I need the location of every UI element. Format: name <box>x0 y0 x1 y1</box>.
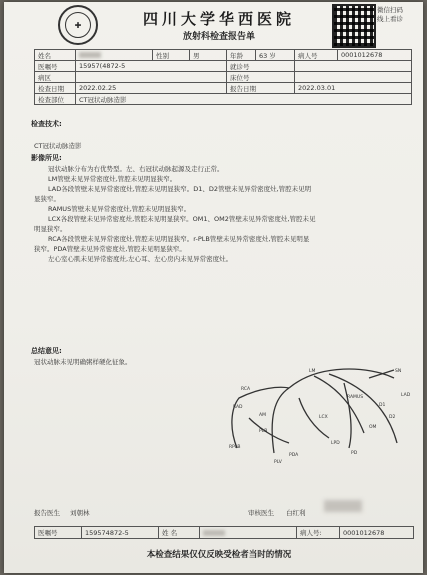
diagram-label: RAMUS <box>347 395 364 400</box>
name-value <box>76 50 153 61</box>
clinic-no-value <box>295 61 412 72</box>
diagram-label: PLV <box>274 460 282 465</box>
hospital-logo <box>58 5 98 45</box>
exam-part-label: 检查部位 <box>35 94 76 105</box>
sex-value: 男 <box>190 50 227 61</box>
diagram-label: RCA <box>241 387 251 392</box>
reviewer-name: 白红利 <box>286 509 306 517</box>
footer-patient-no-value: 0001012678 <box>340 527 414 539</box>
patient-no-value: 0001012678 <box>338 50 412 61</box>
diagram-vessel <box>314 376 364 433</box>
diagram-label: AM <box>259 413 266 418</box>
diagram-label: D2 <box>389 415 396 420</box>
age-value: 63 岁 <box>256 50 295 61</box>
diagram-vessel <box>329 374 397 443</box>
exam-part-value: CT冠状动脉造影 <box>76 94 412 105</box>
reviewer-label: 审核医生 <box>248 509 274 517</box>
diagram-label: SN <box>395 369 402 374</box>
findings-line: 左心室心肌未见异常密度灶,左心耳、左心房内未见异常密度灶。 <box>48 255 233 263</box>
diagram-label: LAD <box>401 393 411 398</box>
patient-info-table <box>34 49 412 105</box>
findings-line: LAD各段管壁未见异常密度灶,管腔未见明显狭窄。D1、D2管壁未见异常密度灶,管腔未见明 <box>48 185 312 193</box>
diagram-label: D1 <box>379 403 386 408</box>
diagram-vessel <box>249 418 289 443</box>
report-title: 放射科检查报告单 <box>182 32 255 42</box>
diagram-vessel <box>272 388 289 453</box>
conclusion-value: 冠状动脉未见明确粥样硬化征象。 <box>34 358 132 366</box>
bed-value <box>295 72 412 83</box>
diagram-label: LPD <box>331 441 340 446</box>
findings-heading: 影像所见: <box>31 154 62 162</box>
age-label: 年龄 <box>227 50 256 61</box>
report-paper <box>4 2 423 573</box>
diagram-label: LCX <box>319 415 328 420</box>
exam-date-label: 检查日期 <box>35 83 76 94</box>
findings-line: 明显狭窄。 <box>34 225 67 233</box>
findings-text <box>34 164 399 264</box>
footer-name-label: 姓 名 <box>159 527 200 539</box>
report-date-value: 2022.03.01 <box>295 83 412 94</box>
findings-line: RAMUS管壁未见异常密度灶,管腔未见明显狭窄。 <box>48 205 191 213</box>
diagram-vessel <box>344 383 351 448</box>
ward-label: 病区 <box>35 72 76 83</box>
report-date-label: 报告日期 <box>227 83 295 94</box>
findings-line: 冠状动脉分布为右优势型。左、右冠状动脉起源及走行正常。 <box>48 165 224 173</box>
findings-line: LCX各段管壁未见异常密度灶,管腔未见明显狭窄。OM1、OM2管壁未见异常密度灶,管腔未见 <box>48 215 316 223</box>
qr-note: 微信扫码 线上看诊 <box>377 6 403 23</box>
name-label: 姓名 <box>35 50 76 61</box>
diagram-label: RPLB <box>229 445 241 450</box>
footer-name-value <box>200 527 297 539</box>
conclusion-heading: 总结意见: <box>31 347 62 355</box>
hospital-name: 四川大学华西医院 <box>142 10 295 28</box>
technique-heading: 检查技术: <box>31 120 62 128</box>
bed-label: 床位号 <box>227 72 295 83</box>
footer-order-no-value: 159574872-5 <box>82 527 159 539</box>
ward-value <box>76 72 227 83</box>
reporter-label: 报告医生 <box>34 509 60 517</box>
clinic-no-label: 就诊号 <box>227 61 295 72</box>
signature-stamp <box>324 500 362 512</box>
footer-order-no-label: 医嘱号 <box>35 527 82 539</box>
footer-patient-no-label: 病人号: <box>297 527 340 539</box>
footer-table <box>34 526 414 539</box>
coronary-artery-diagram <box>219 358 419 468</box>
findings-line: 显狭窄。 <box>34 195 60 203</box>
patient-no-label: 病人号 <box>295 50 338 61</box>
hospital-seal-icon: ✚ <box>65 12 91 38</box>
findings-line: 狭窄。PDA管壁未见异常密度灶,管腔未见明显狭窄。 <box>34 245 186 253</box>
diagram-label: PD <box>351 451 358 456</box>
diagram-label: OM <box>369 425 377 430</box>
qr-code-icon <box>332 4 376 48</box>
diagram-label: PLB <box>259 429 268 434</box>
diagram-label: LM <box>309 369 316 374</box>
diagram-label: RAD <box>233 405 243 410</box>
order-no-value: 15957(4872-5 <box>76 61 227 72</box>
technique-value: CT冠状动脉造影 <box>34 142 82 150</box>
exam-date-value: 2022.02.25 <box>76 83 227 94</box>
findings-line: LM管壁未见异常密度灶,管腔未见明显狭窄。 <box>48 175 177 183</box>
reporter-name: 刘朝林 <box>70 509 90 517</box>
diagram-label: PDA <box>289 453 299 458</box>
findings-line: RCA各段管壁未见异常密度灶,管腔未见明显狭窄。r-PLB管壁未见异常密度灶,管腔未见明显 <box>48 235 310 243</box>
footer-note: 本检查结果仅仅反映受检者当时的情况 <box>146 550 292 560</box>
order-no-label: 医嘱号 <box>35 61 76 72</box>
sex-label: 性别 <box>153 50 190 61</box>
